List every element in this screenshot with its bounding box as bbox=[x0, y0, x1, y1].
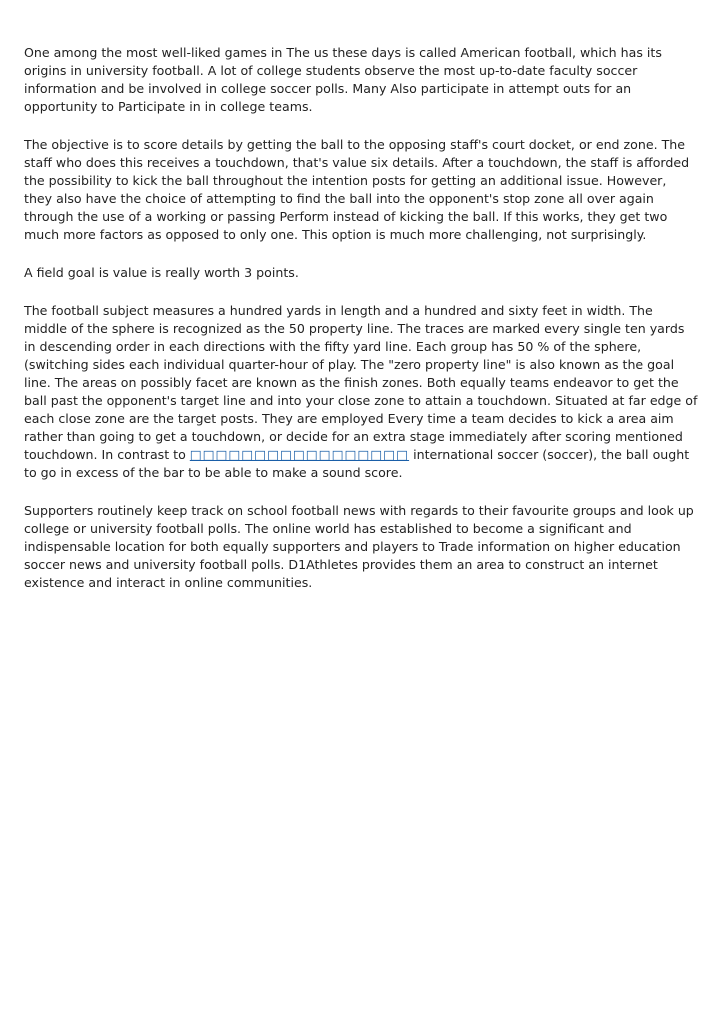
article-body bbox=[24, 44, 698, 612]
paragraph-field-goal: A field goal is value is really worth 3 points. bbox=[24, 265, 299, 280]
paragraph-field-dimensions bbox=[24, 302, 698, 482]
paragraph-supporters: Supporters routinely keep track on school football news with regards to their favourite groups and look up college or university football polls. The online world has established to become a significant and indispensable location for both equally supporters and players to Trade information on higher education soccer news and university football polls. D1Athletes provides them an area to construct an internet existence and interact in online communities. bbox=[24, 503, 694, 590]
paragraph-objective: The objective is to score details by getting the ball to the opposing staff's court docket, or end zone. The staff who does this receives a touchdown, that's value six details. After a touchdown, the staff is afforded the possibility to kick the ball throughout the intention posts for getting an additional issue. However, they also have the choice of attempting to find the ball into the opponent's stop zone all over again through the use of a working or passing Perform instead of kicking the ball. If this works, they get two much more factors as opposed to only one. This option is much more challenging, not surprisingly. bbox=[24, 137, 690, 242]
inline-link[interactable]: □□□□□□□□□□□□□□□□□ bbox=[189, 447, 410, 462]
paragraph-intro: One among the most well-liked games in The us these days is called American football, which has its origins in university football. A lot of college students observe the most up-to-date faculty soccer information and be involved in college soccer polls. Many Also participate in attempt outs for an opportunity to Participate in in college teams. bbox=[24, 45, 662, 114]
paragraph-field-dimensions-text: The football subject measures a hundred yards in length and a hundred and sixty feet in width. The middle of the sphere is recognized as the 50 property line. The traces are marked every single ten yards in descending order in each directions with the fifty yard line. Each group has 50 % of the sphere, (switching sides each individual quarter-hour of play. The "zero property line" is also known as the goal line. The areas on possibly facet are known as the finish zones. Both equally teams endeavor to get the ball past the opponent's target line and into your close zone to attain a touchdown. Situated at far edge of each close zone are the target posts. They are employed Every time a team decides to kick a area aim rather than going to get a touchdown, or decide for an extra stage immediately after scoring mentioned touchdown. In contrast to bbox=[24, 303, 698, 462]
paragraph-field-dimensions-text-end: international soccer (soccer), the ball ought to go in excess of the bar to be able to make a sound score. bbox=[24, 447, 690, 480]
